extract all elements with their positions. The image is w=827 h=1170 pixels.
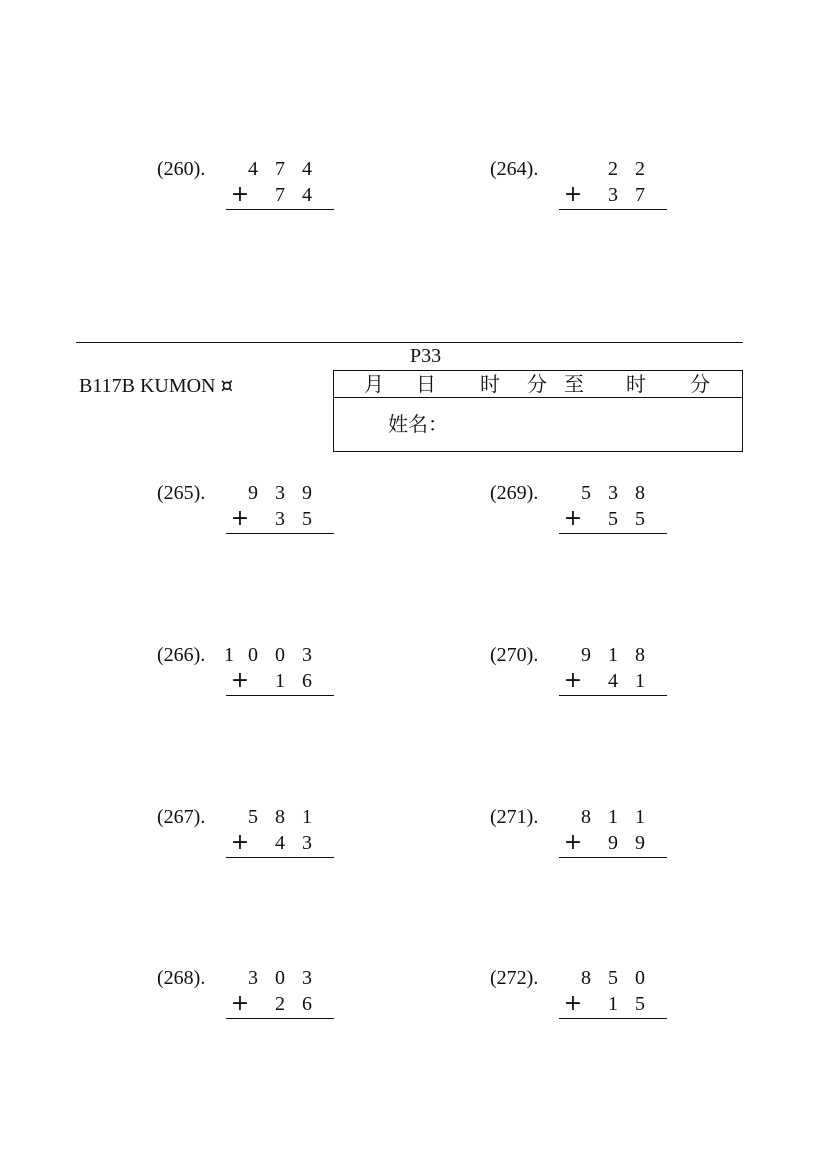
plus-sign: +: [230, 830, 250, 855]
addend-bottom-digit: 5: [635, 993, 645, 1015]
addend-top-digit: 5: [581, 482, 591, 504]
addend-top-digit: 4: [248, 158, 258, 180]
problem-260: [157, 157, 417, 219]
problem-264: [490, 157, 750, 219]
page-divider: [76, 342, 743, 343]
addend-bottom-digit: 9: [635, 832, 645, 854]
answer-line: [226, 533, 334, 534]
plus-sign: +: [563, 830, 583, 855]
addend-top-digit: 8: [581, 806, 591, 828]
addend-bottom-digit: 5: [302, 508, 312, 530]
problem-270: [490, 643, 750, 705]
plus-sign: +: [230, 182, 250, 207]
addend-bottom-digit: 7: [275, 184, 285, 206]
addend-top-digit: 9: [248, 482, 258, 504]
addend-bottom-digit: 9: [608, 832, 618, 854]
problem-number: (260).: [157, 158, 206, 180]
addend-bottom-digit: 5: [608, 508, 618, 530]
addend-top-digit: 1: [635, 806, 645, 828]
answer-line: [559, 209, 667, 210]
addend-top-digit: 3: [302, 967, 312, 989]
plus-sign: +: [563, 668, 583, 693]
addend-bottom-digit: 5: [635, 508, 645, 530]
worksheet-code: [79, 372, 233, 399]
plus-sign: +: [563, 182, 583, 207]
addend-bottom-digit: 1: [275, 670, 285, 692]
addend-top-digit: 9: [302, 482, 312, 504]
time-row: [334, 371, 742, 398]
addend-bottom-digit: 7: [635, 184, 645, 206]
addend-top-digit: 1: [302, 806, 312, 828]
addend-top-digit: 4: [302, 158, 312, 180]
answer-line: [226, 209, 334, 210]
addend-top-digit: 3: [248, 967, 258, 989]
problem-number: (272).: [490, 967, 539, 989]
addend-top-digit: 3: [302, 644, 312, 666]
addend-top-digit: 8: [635, 482, 645, 504]
worksheet-code-text: B117B KUMON: [79, 375, 221, 397]
problem-267: [157, 805, 417, 867]
addend-top-digit: 8: [635, 644, 645, 666]
addend-bottom-digit: 4: [608, 670, 618, 692]
addend-top-digit: 0: [275, 967, 285, 989]
end-minute-label: 分: [690, 372, 710, 396]
addend-bottom-digit: 4: [302, 184, 312, 206]
answer-line: [559, 857, 667, 858]
currency-sign-icon: ¤: [220, 373, 234, 397]
addend-top-digit: 0: [248, 644, 258, 666]
addend-top-digit: 5: [608, 967, 618, 989]
plus-sign: +: [230, 991, 250, 1016]
addend-top-digit: 8: [275, 806, 285, 828]
addend-top-digit: 2: [635, 158, 645, 180]
month-label: 月: [364, 372, 384, 396]
problem-269: [490, 481, 750, 543]
addend-top-digit: 3: [275, 482, 285, 504]
problem-number: (266).: [157, 644, 206, 666]
problem-number: (268).: [157, 967, 206, 989]
addend-bottom-digit: 3: [608, 184, 618, 206]
problem-272: [490, 966, 750, 1028]
problem-268: [157, 966, 417, 1028]
answer-line: [559, 695, 667, 696]
problem-271: [490, 805, 750, 867]
answer-line: [559, 1018, 667, 1019]
addend-bottom-digit: 2: [275, 993, 285, 1015]
problem-265: [157, 481, 417, 543]
addend-top-digit: 1: [608, 644, 618, 666]
plus-sign: +: [230, 506, 250, 531]
addend-top-digit: 9: [581, 644, 591, 666]
addend-top-digit: 0: [275, 644, 285, 666]
answer-line: [559, 533, 667, 534]
addend-top-digit: 3: [608, 482, 618, 504]
start-minute-label: 分: [527, 372, 547, 396]
plus-sign: +: [563, 991, 583, 1016]
problem-number: (265).: [157, 482, 206, 504]
day-label: 日: [416, 372, 436, 396]
problem-266: [157, 643, 417, 705]
addend-bottom-digit: 6: [302, 670, 312, 692]
addend-top-digit: 0: [635, 967, 645, 989]
problem-number: (264).: [490, 158, 539, 180]
answer-line: [226, 857, 334, 858]
addend-bottom-digit: 3: [302, 832, 312, 854]
end-hour-label: 时: [626, 372, 646, 396]
time-record-box: [333, 370, 743, 452]
addend-top-digit: 5: [248, 806, 258, 828]
addend-bottom-digit: 1: [608, 993, 618, 1015]
addend-bottom-digit: 4: [275, 832, 285, 854]
addend-bottom-digit: 3: [275, 508, 285, 530]
name-field-label: 姓名：: [388, 412, 448, 436]
addend-bottom-digit: 1: [635, 670, 645, 692]
addend-bottom-digit: 6: [302, 993, 312, 1015]
problem-number: (270).: [490, 644, 539, 666]
problem-number: (271).: [490, 806, 539, 828]
addend-top-digit: 1: [608, 806, 618, 828]
to-label: 至: [564, 372, 584, 396]
start-hour-label: 时: [480, 372, 500, 396]
problem-number: (267).: [157, 806, 206, 828]
page-number: P33: [410, 345, 442, 367]
addend-top-digit: 1: [224, 644, 234, 666]
addend-top-digit: 8: [581, 967, 591, 989]
addend-top-digit: 2: [608, 158, 618, 180]
plus-sign: +: [230, 668, 250, 693]
answer-line: [226, 695, 334, 696]
plus-sign: +: [563, 506, 583, 531]
problem-number: (269).: [490, 482, 539, 504]
answer-line: [226, 1018, 334, 1019]
addend-top-digit: 7: [275, 158, 285, 180]
